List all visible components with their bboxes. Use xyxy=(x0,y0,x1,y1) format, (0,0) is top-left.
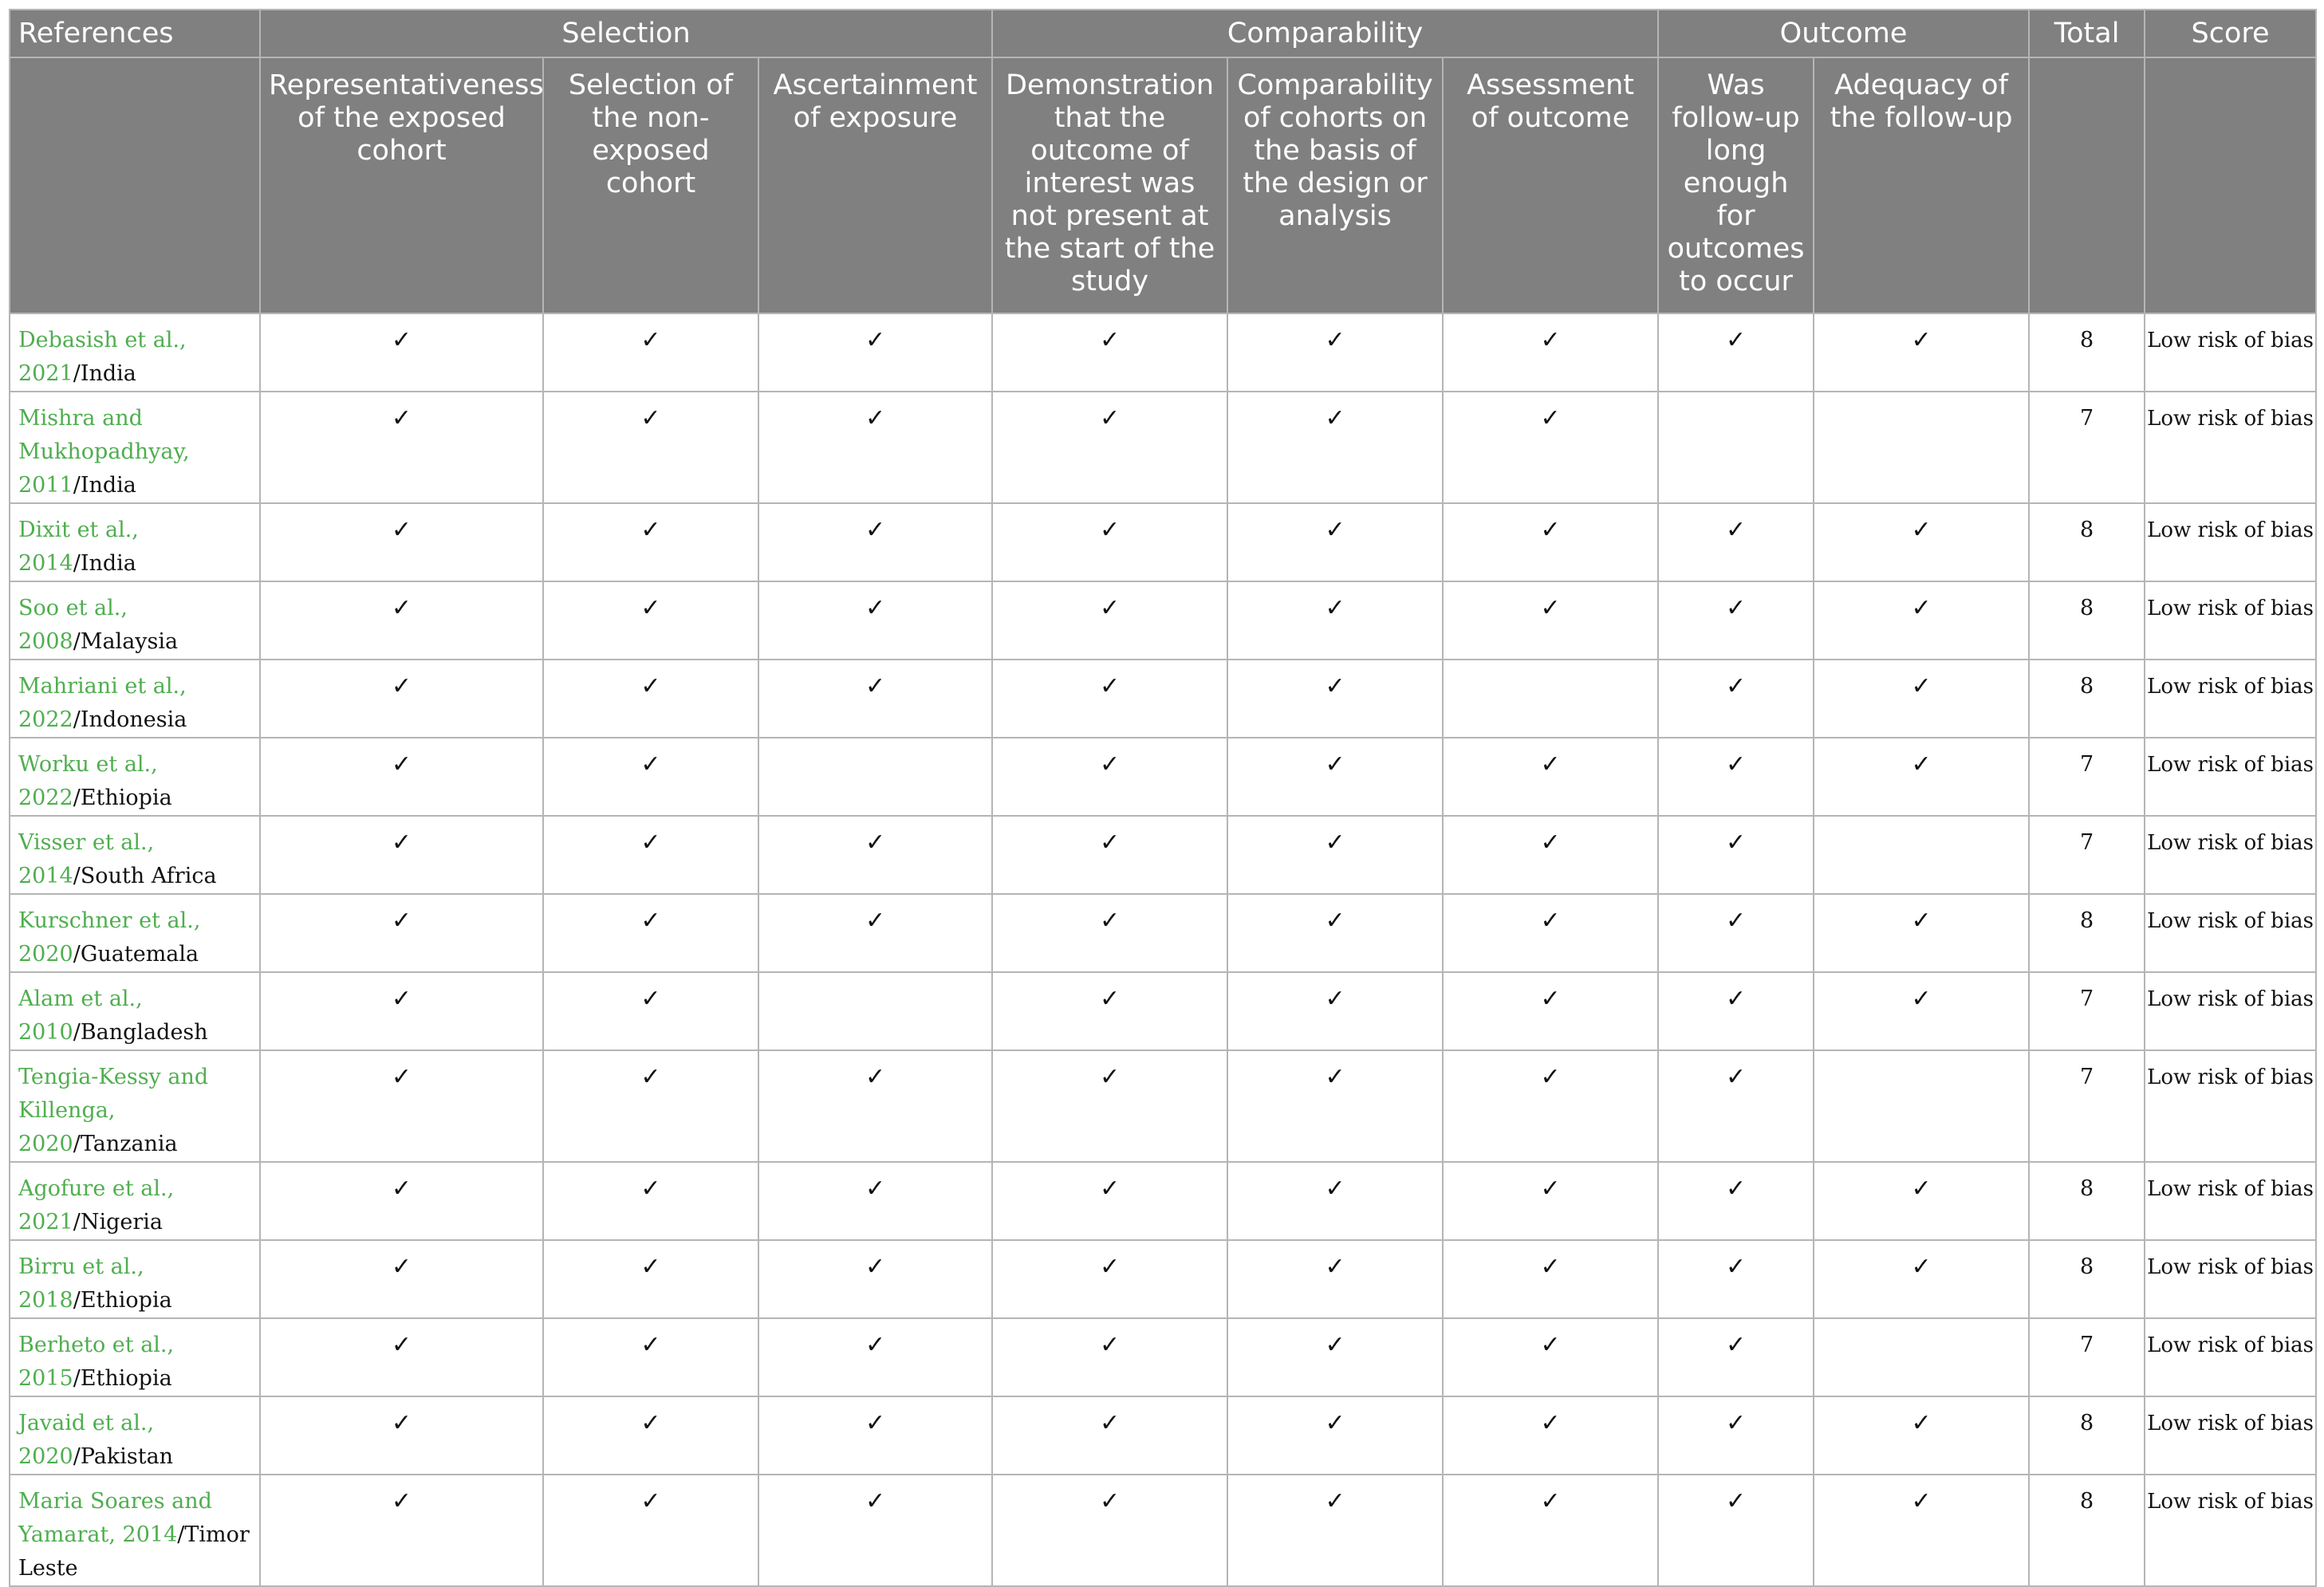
check-icon: ✓ xyxy=(1814,313,2029,392)
check-icon: ✓ xyxy=(543,1240,758,1318)
reference-cell xyxy=(10,972,260,1050)
check-icon: ✓ xyxy=(758,313,992,392)
check-icon: ✓ xyxy=(758,392,992,503)
table-row xyxy=(10,581,2316,660)
citation-link[interactable]: Birru et al., 2018 xyxy=(18,1254,144,1313)
check-icon: ✓ xyxy=(758,1396,992,1475)
check-icon: ✓ xyxy=(543,1162,758,1240)
check-icon: ✓ xyxy=(992,392,1227,503)
total-value: 7 xyxy=(2029,1050,2145,1162)
check-icon: ✓ xyxy=(260,816,543,894)
header-total: Total xyxy=(2029,10,2145,57)
table-row xyxy=(10,894,2316,972)
country-label: /Malaysia xyxy=(73,629,179,654)
check-icon: ✓ xyxy=(992,503,1227,581)
table-row xyxy=(10,738,2316,816)
header-blank xyxy=(10,57,260,313)
reference-cell xyxy=(10,738,260,816)
check-icon: ✓ xyxy=(543,738,758,816)
empty-cell xyxy=(1814,816,2029,894)
header-criteria-row xyxy=(10,57,2316,313)
score-value: Low risk of bias xyxy=(2145,1050,2316,1162)
country-label: /Bangladesh xyxy=(73,1020,208,1045)
check-icon: ✓ xyxy=(260,313,543,392)
reference-cell xyxy=(10,392,260,503)
header-selection-non-exposed: Selection of the non-exposed cohort xyxy=(543,57,758,313)
check-icon: ✓ xyxy=(260,894,543,972)
check-icon: ✓ xyxy=(1227,1162,1443,1240)
check-icon: ✓ xyxy=(992,1475,1227,1586)
check-icon: ✓ xyxy=(1443,738,1658,816)
check-icon: ✓ xyxy=(1658,581,1814,660)
citation-link[interactable]: Dixit et al., 2014 xyxy=(18,518,139,576)
quality-assessment-table xyxy=(9,9,2317,1587)
reference-cell xyxy=(10,581,260,660)
header-score: Score xyxy=(2145,10,2316,57)
check-icon: ✓ xyxy=(1658,1475,1814,1586)
check-icon: ✓ xyxy=(543,1396,758,1475)
total-value: 8 xyxy=(2029,894,2145,972)
citation-link[interactable]: Mishra and Mukhopadhyay, 2011 xyxy=(18,406,190,498)
empty-cell xyxy=(758,738,992,816)
check-icon: ✓ xyxy=(1443,1240,1658,1318)
check-icon: ✓ xyxy=(1227,313,1443,392)
country-label: /Indonesia xyxy=(73,707,187,732)
empty-cell xyxy=(1814,392,2029,503)
check-icon: ✓ xyxy=(260,1162,543,1240)
check-icon: ✓ xyxy=(758,816,992,894)
check-icon: ✓ xyxy=(543,1318,758,1396)
reference-cell xyxy=(10,894,260,972)
check-icon: ✓ xyxy=(1443,1475,1658,1586)
empty-cell xyxy=(1814,1318,2029,1396)
reference-cell xyxy=(10,660,260,738)
check-icon: ✓ xyxy=(260,738,543,816)
empty-cell xyxy=(758,972,992,1050)
citation-link[interactable]: Soo et al., 2008 xyxy=(18,596,128,654)
check-icon: ✓ xyxy=(260,660,543,738)
table-row xyxy=(10,972,2316,1050)
check-icon: ✓ xyxy=(1443,1396,1658,1475)
total-value: 7 xyxy=(2029,816,2145,894)
check-icon: ✓ xyxy=(260,392,543,503)
check-icon: ✓ xyxy=(1443,313,1658,392)
total-value: 7 xyxy=(2029,738,2145,816)
check-icon: ✓ xyxy=(758,503,992,581)
check-icon: ✓ xyxy=(1814,738,2029,816)
check-icon: ✓ xyxy=(260,1050,543,1162)
check-icon: ✓ xyxy=(1443,1050,1658,1162)
check-icon: ✓ xyxy=(992,581,1227,660)
empty-cell xyxy=(1658,392,1814,503)
reference-cell xyxy=(10,1240,260,1318)
citation-link[interactable]: Alam et al., 2010 xyxy=(18,986,143,1045)
total-value: 8 xyxy=(2029,581,2145,660)
check-icon: ✓ xyxy=(1814,972,2029,1050)
check-icon: ✓ xyxy=(758,1475,992,1586)
header-group-selection: Selection xyxy=(260,10,992,57)
check-icon: ✓ xyxy=(1814,503,2029,581)
check-icon: ✓ xyxy=(543,581,758,660)
score-value: Low risk of bias xyxy=(2145,1475,2316,1586)
check-icon: ✓ xyxy=(1658,1318,1814,1396)
check-icon: ✓ xyxy=(758,1162,992,1240)
header-comparability-cohorts: Comparability of cohorts on the basis of the design or analysis xyxy=(1227,57,1443,313)
reference-cell xyxy=(10,816,260,894)
header-group-outcome: Outcome xyxy=(1658,10,2029,57)
check-icon: ✓ xyxy=(543,392,758,503)
reference-cell xyxy=(10,313,260,392)
check-icon: ✓ xyxy=(1227,816,1443,894)
check-icon: ✓ xyxy=(1658,1050,1814,1162)
table-row xyxy=(10,392,2316,503)
check-icon: ✓ xyxy=(1227,1240,1443,1318)
table-row xyxy=(10,1318,2316,1396)
country-label: /Nigeria xyxy=(73,1210,163,1235)
check-icon: ✓ xyxy=(992,972,1227,1050)
header-demonstration: Demonstration that the outcome of interest was not present at the start of the study xyxy=(992,57,1227,313)
table-row xyxy=(10,1240,2316,1318)
check-icon: ✓ xyxy=(1227,581,1443,660)
reference-cell xyxy=(10,1396,260,1475)
check-icon: ✓ xyxy=(992,1240,1227,1318)
check-icon: ✓ xyxy=(1814,581,2029,660)
table-row xyxy=(10,503,2316,581)
table-row xyxy=(10,1396,2316,1475)
country-label: /Timor Leste xyxy=(18,1522,250,1581)
table-row xyxy=(10,1475,2316,1586)
citation-link[interactable]: Berheto et al., 2015 xyxy=(18,1333,175,1391)
reference-cell xyxy=(10,1475,260,1586)
total-value: 8 xyxy=(2029,1396,2145,1475)
header-group-row xyxy=(10,10,2316,57)
header-follow-up-length: Was follow-up long enough for outcomes to occur xyxy=(1658,57,1814,313)
total-value: 8 xyxy=(2029,660,2145,738)
reference-cell xyxy=(10,1162,260,1240)
check-icon: ✓ xyxy=(1227,894,1443,972)
total-value: 8 xyxy=(2029,1240,2145,1318)
check-icon: ✓ xyxy=(1443,894,1658,972)
score-value: Low risk of bias xyxy=(2145,1318,2316,1396)
country-label: /India xyxy=(73,551,136,576)
check-icon: ✓ xyxy=(992,894,1227,972)
reference-cell xyxy=(10,503,260,581)
score-value: Low risk of bias xyxy=(2145,313,2316,392)
check-icon: ✓ xyxy=(992,1396,1227,1475)
check-icon: ✓ xyxy=(1814,660,2029,738)
total-value: 8 xyxy=(2029,503,2145,581)
check-icon: ✓ xyxy=(1658,1162,1814,1240)
check-icon: ✓ xyxy=(1227,1396,1443,1475)
check-icon: ✓ xyxy=(758,581,992,660)
score-value: Low risk of bias xyxy=(2145,816,2316,894)
check-icon: ✓ xyxy=(260,503,543,581)
check-icon: ✓ xyxy=(1658,738,1814,816)
check-icon: ✓ xyxy=(260,1475,543,1586)
check-icon: ✓ xyxy=(1814,894,2029,972)
header-ascertainment: Ascertainment of exposure xyxy=(758,57,992,313)
table-row xyxy=(10,816,2316,894)
check-icon: ✓ xyxy=(1227,503,1443,581)
score-value: Low risk of bias xyxy=(2145,503,2316,581)
check-icon: ✓ xyxy=(543,313,758,392)
check-icon: ✓ xyxy=(992,313,1227,392)
total-value: 8 xyxy=(2029,1475,2145,1586)
total-value: 8 xyxy=(2029,1162,2145,1240)
citation-link[interactable]: Visser et al., 2014 xyxy=(18,830,155,888)
check-icon: ✓ xyxy=(1814,1162,2029,1240)
country-label: /Pakistan xyxy=(73,1444,174,1469)
check-icon: ✓ xyxy=(260,972,543,1050)
check-icon: ✓ xyxy=(992,738,1227,816)
country-label: /India xyxy=(73,361,136,386)
citation-link[interactable]: Maria Soares and Yamarat, 2014 xyxy=(18,1489,212,1547)
check-icon: ✓ xyxy=(543,660,758,738)
check-icon: ✓ xyxy=(1658,894,1814,972)
check-icon: ✓ xyxy=(1443,1318,1658,1396)
check-icon: ✓ xyxy=(1443,392,1658,503)
citation-link[interactable]: Agofure et al., 2021 xyxy=(18,1176,175,1235)
citation-link[interactable]: Javaid et al., 2020 xyxy=(18,1411,155,1469)
check-icon: ✓ xyxy=(1658,1240,1814,1318)
check-icon: ✓ xyxy=(1227,1050,1443,1162)
citation-link[interactable]: Worku et al., 2022 xyxy=(18,752,158,810)
country-label: /South Africa xyxy=(73,864,217,888)
check-icon: ✓ xyxy=(1227,660,1443,738)
total-value: 7 xyxy=(2029,1318,2145,1396)
check-icon: ✓ xyxy=(1443,503,1658,581)
check-icon: ✓ xyxy=(1443,581,1658,660)
header-representativeness: Representativeness of the exposed cohort xyxy=(260,57,543,313)
reference-cell xyxy=(10,1050,260,1162)
table-row xyxy=(10,1162,2316,1240)
score-value: Low risk of bias xyxy=(2145,1162,2316,1240)
country-label: /Ethiopia xyxy=(73,786,172,810)
check-icon: ✓ xyxy=(758,1318,992,1396)
check-icon: ✓ xyxy=(758,660,992,738)
check-icon: ✓ xyxy=(1227,738,1443,816)
check-icon: ✓ xyxy=(758,894,992,972)
score-value: Low risk of bias xyxy=(2145,1240,2316,1318)
check-icon: ✓ xyxy=(992,660,1227,738)
check-icon: ✓ xyxy=(543,894,758,972)
header-references: References xyxy=(10,10,260,57)
check-icon: ✓ xyxy=(992,1050,1227,1162)
check-icon: ✓ xyxy=(1658,816,1814,894)
check-icon: ✓ xyxy=(1814,1240,2029,1318)
table-row xyxy=(10,660,2316,738)
score-value: Low risk of bias xyxy=(2145,972,2316,1050)
total-value: 7 xyxy=(2029,392,2145,503)
check-icon: ✓ xyxy=(1227,1318,1443,1396)
check-icon: ✓ xyxy=(992,1162,1227,1240)
table-body xyxy=(10,313,2316,1586)
score-value: Low risk of bias xyxy=(2145,738,2316,816)
check-icon: ✓ xyxy=(543,503,758,581)
check-icon: ✓ xyxy=(1658,660,1814,738)
table-row xyxy=(10,313,2316,392)
check-icon: ✓ xyxy=(543,972,758,1050)
check-icon: ✓ xyxy=(758,1240,992,1318)
check-icon: ✓ xyxy=(260,1240,543,1318)
header-follow-up-adequacy: Adequacy of the follow-up xyxy=(1814,57,2029,313)
header-group-comparability: Comparability xyxy=(992,10,1658,57)
check-icon: ✓ xyxy=(1814,1475,2029,1586)
check-icon: ✓ xyxy=(758,1050,992,1162)
score-value: Low risk of bias xyxy=(2145,1396,2316,1475)
total-value: 7 xyxy=(2029,972,2145,1050)
header-score-blank xyxy=(2145,57,2316,313)
country-label: /Ethiopia xyxy=(73,1366,172,1391)
check-icon: ✓ xyxy=(992,816,1227,894)
country-label: /Ethiopia xyxy=(73,1288,172,1313)
reference-cell xyxy=(10,1318,260,1396)
check-icon: ✓ xyxy=(260,581,543,660)
check-icon: ✓ xyxy=(1658,972,1814,1050)
check-icon: ✓ xyxy=(1443,972,1658,1050)
check-icon: ✓ xyxy=(1227,972,1443,1050)
check-icon: ✓ xyxy=(1443,1162,1658,1240)
citation-link[interactable]: Mahriani et al., 2022 xyxy=(18,674,187,732)
total-value: 8 xyxy=(2029,313,2145,392)
check-icon: ✓ xyxy=(1658,503,1814,581)
score-value: Low risk of bias xyxy=(2145,894,2316,972)
check-icon: ✓ xyxy=(543,1475,758,1586)
check-icon: ✓ xyxy=(1443,816,1658,894)
check-icon: ✓ xyxy=(1227,392,1443,503)
check-icon: ✓ xyxy=(260,1318,543,1396)
check-icon: ✓ xyxy=(543,1050,758,1162)
country-label: /Tanzania xyxy=(73,1132,178,1156)
empty-cell xyxy=(1814,1050,2029,1162)
citation-link[interactable]: Tengia-Kessy and Killenga, 2020 xyxy=(18,1065,209,1156)
country-label: /India xyxy=(73,473,136,498)
check-icon: ✓ xyxy=(260,1396,543,1475)
score-value: Low risk of bias xyxy=(2145,392,2316,503)
table-row xyxy=(10,1050,2316,1162)
check-icon: ✓ xyxy=(543,816,758,894)
check-icon: ✓ xyxy=(992,1318,1227,1396)
citation-link[interactable]: Kurschner et al., 2020 xyxy=(18,908,201,967)
check-icon: ✓ xyxy=(1658,1396,1814,1475)
empty-cell xyxy=(1443,660,1658,738)
check-icon: ✓ xyxy=(1227,1475,1443,1586)
header-assessment-outcome: Assessment of outcome xyxy=(1443,57,1658,313)
country-label: /Guatemala xyxy=(73,942,199,967)
check-icon: ✓ xyxy=(1814,1396,2029,1475)
citation-link[interactable]: Debasish et al., 2021 xyxy=(18,328,187,386)
header-total-blank xyxy=(2029,57,2145,313)
score-value: Low risk of bias xyxy=(2145,660,2316,738)
check-icon: ✓ xyxy=(1658,313,1814,392)
score-value: Low risk of bias xyxy=(2145,581,2316,660)
